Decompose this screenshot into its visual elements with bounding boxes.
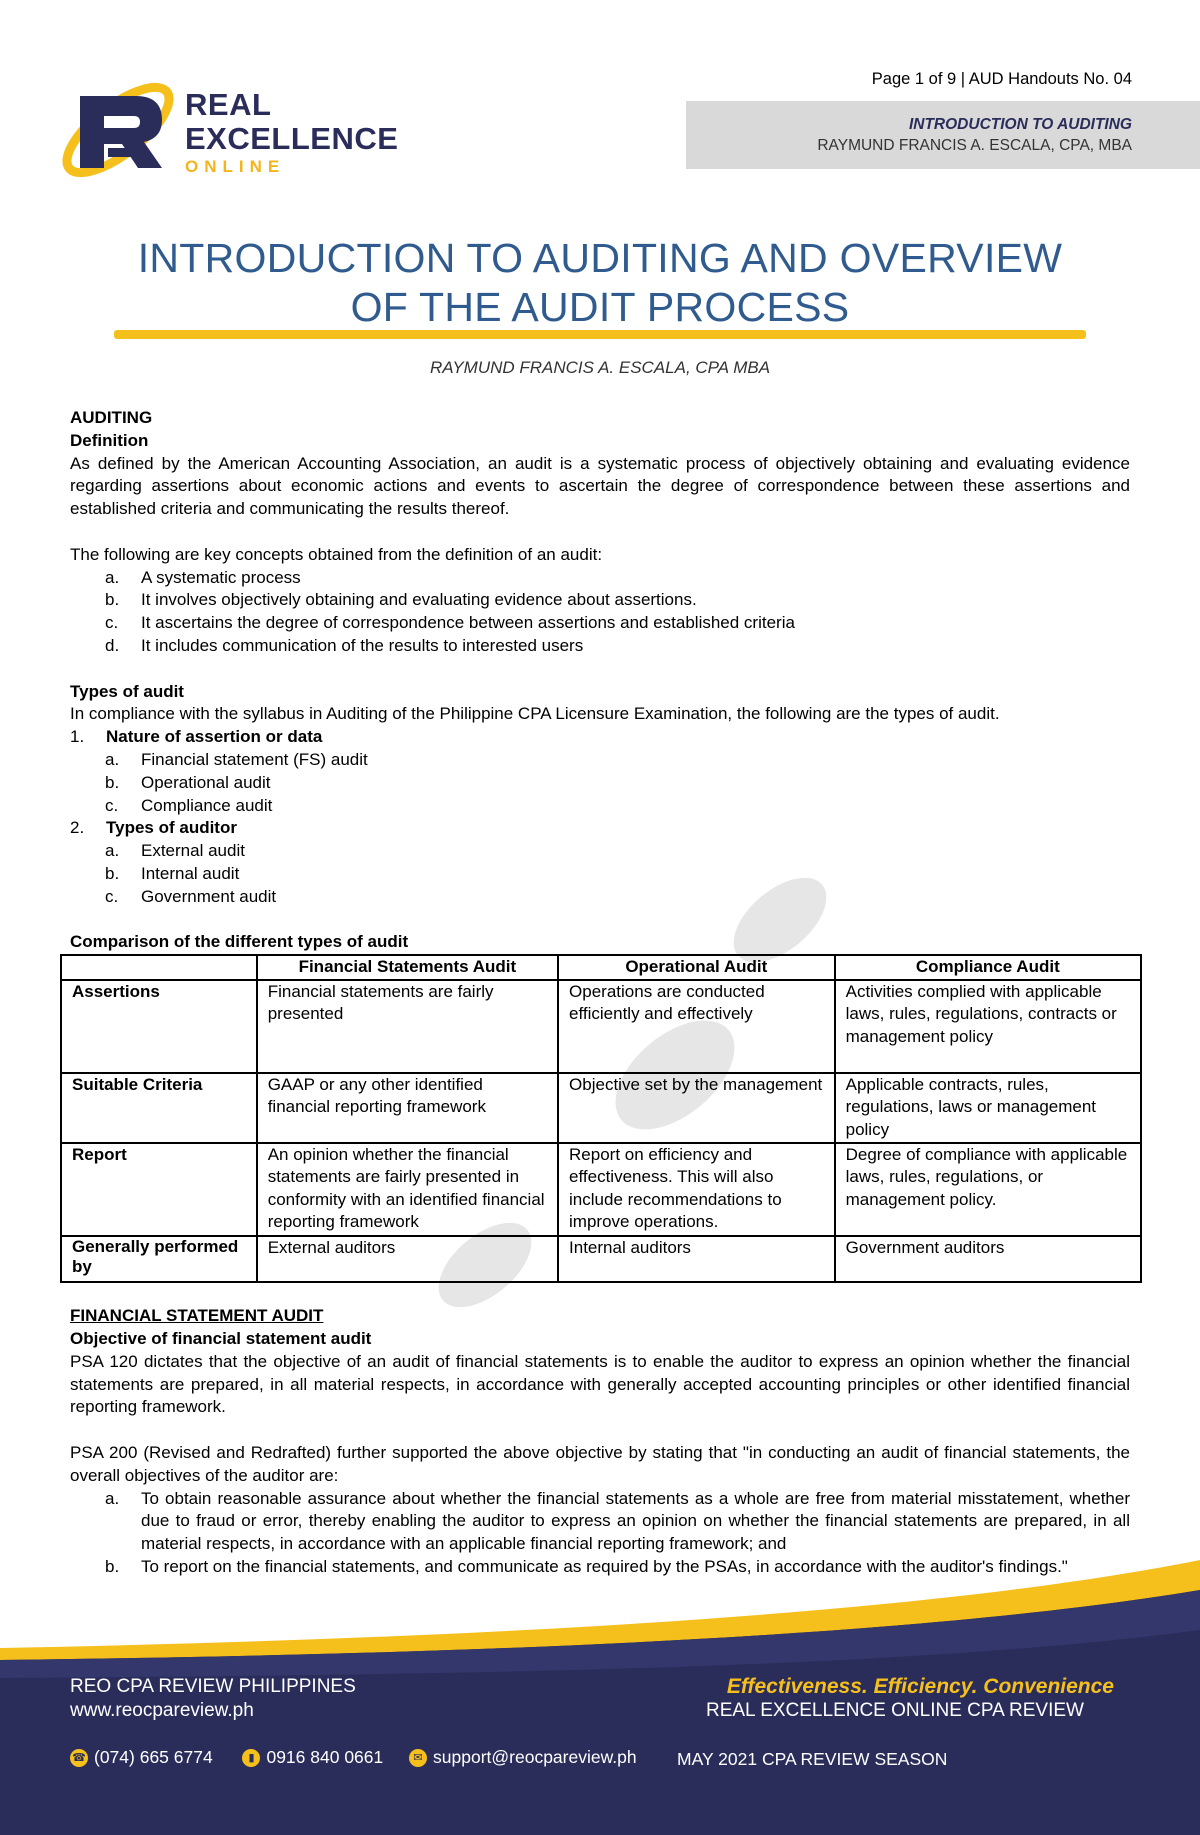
footer-tagline: Effectiveness. Efficiency. Convenience <box>726 1675 1114 1698</box>
types-intro: In compliance with the syllabus in Auditing of the Philippine CPA Licensure Examination, the following are the types of audit. <box>70 704 1000 724</box>
footer-contacts <box>70 1747 637 1768</box>
table-cell: Objective set by the management <box>558 1073 835 1143</box>
footer-phone[interactable]: (074) 665 6774 <box>94 1747 213 1767</box>
page-info: Page 1 of 9 | AUD Handouts No. 04 <box>871 70 1132 88</box>
document-body <box>70 407 1130 1579</box>
table-row <box>61 980 1141 1073</box>
table-cell: Internal auditors <box>558 1236 835 1282</box>
concepts-list <box>70 567 1130 658</box>
list-item: b. Operational audit <box>105 772 271 792</box>
list-item: d. It includes communication of the results to interested users <box>105 635 584 655</box>
concepts-intro: The following are key concepts obtained from the definition of an audit: <box>70 544 603 564</box>
table-cell: Degree of compliance with applicable laws, rules, regulations, or management policy. <box>835 1143 1141 1236</box>
table-cell: An opinion whether the financial statements are fairly presented in conformity with an identified financial reporting framework <box>257 1143 558 1236</box>
list-item: c. It ascertains the degree of correspondence between assertions and established criteria <box>105 613 795 633</box>
author-line: RAYMUND FRANCIS A. ESCALA, CPA MBA <box>429 358 771 377</box>
table-cell: Activities complied with applicable laws, rules, regulations, contracts or management policy <box>835 980 1141 1073</box>
footer-org2: REAL EXCELLENCE ONLINE CPA REVIEW <box>705 1700 1084 1721</box>
fs-objective-heading: Objective of financial statement audit <box>70 1329 372 1349</box>
page-title: INTRODUCTION TO AUDITING AND OVERVIEW OF THE AUDIT PROCESS <box>137 235 1063 330</box>
section-heading-auditing: AUDITING <box>70 408 153 427</box>
table-row <box>61 1073 1141 1143</box>
table-header-row <box>61 955 1141 980</box>
list-item: a. A systematic process <box>105 567 301 587</box>
list-item: c. Compliance audit <box>105 795 273 815</box>
table-cell: Applicable contracts, rules, regulations, laws or management policy <box>835 1073 1141 1143</box>
list-item: a. External audit <box>105 841 245 861</box>
table-row <box>61 1236 1141 1282</box>
reo-emblem-icon <box>58 62 183 192</box>
comparison-table <box>60 954 1142 1282</box>
fs-audit-heading: FINANCIAL STATEMENT AUDIT <box>70 1306 324 1326</box>
list-item: a. Financial statement (FS) audit <box>105 749 368 769</box>
definition-heading: Definition <box>70 430 149 450</box>
comparison-heading: Comparison of the different types of audit <box>70 932 409 952</box>
header-author: RAYMUND FRANCIS A. ESCALA, CPA, MBA <box>817 137 1132 154</box>
header-doc-title: INTRODUCTION TO AUDITING <box>908 116 1132 133</box>
footer-email[interactable]: support@reocpareview.ph <box>433 1747 637 1767</box>
list-item: b. To report on the financial statements, and communicate as required by the PSAs, in accordance with the auditor's findings." <box>105 1557 1068 1577</box>
mobile-icon: ▮ <box>242 1749 260 1767</box>
table-cell: Operations are conducted efficiently and effectively <box>558 980 835 1073</box>
table-cell: Financial statements are fairly presented <box>257 980 558 1073</box>
footer-mobile[interactable]: 0916 840 0661 <box>266 1747 384 1767</box>
table-cell: External auditors <box>257 1236 558 1282</box>
brand-logo <box>58 62 478 192</box>
list-item: b. It involves objectively obtaining and evaluating evidence about assertions. <box>105 590 697 610</box>
row-label: Generally performed by <box>61 1236 257 1282</box>
psa120-text: PSA 120 dictates that the objective of an audit of financial statements is to enable the auditor to express an opinion whether the financial statements are prepared, in all material respects, in accordance with generally accepted accounting principles or other identified financial reporting framework. <box>70 1351 1130 1417</box>
row-label: Suitable Criteria <box>61 1073 257 1143</box>
title-underline <box>114 330 1086 339</box>
types-group-1: 1. Nature of assertion or data <box>70 727 323 747</box>
phone-icon: ☎ <box>70 1749 88 1767</box>
psa200-text: PSA 200 (Revised and Redrafted) further supported the above objective by stating that "in conducting an audit of financial statements, the overall objectives of the auditor are: <box>70 1443 1130 1485</box>
table-cell: Government auditors <box>835 1236 1141 1282</box>
definition-text: As defined by the American Accounting Association, an audit is a systematic process of objectively obtaining and evaluating evidence regarding assertions about economic actions and events to ascertain the degree of correspondence between these assertions and established criteria and communicating the results thereof. <box>70 453 1130 519</box>
table-header-cell: Financial Statements Audit <box>257 955 558 980</box>
list-item: a. To obtain reasonable assurance about whether the financial statements as a whole are free from material misstatement, whether due to fraud or error, thereby enabling the auditor to express an opinion on whether the financial statements are prepared, in all material respects, in accordance with an applicable financial reporting framework; and <box>105 1488 1130 1554</box>
table-header-cell: Compliance Audit <box>835 955 1141 980</box>
footer-org: REO CPA REVIEW PHILIPPINES <box>70 1676 356 1697</box>
brand-name: REAL EXCELLENCE <box>185 87 399 156</box>
row-label: Assertions <box>61 980 257 1073</box>
header-band <box>686 101 1200 169</box>
email-icon: ✉ <box>409 1749 427 1767</box>
table-cell: Report on efficiency and effectiveness. This will also include recommendations to improve operations. <box>558 1143 835 1236</box>
table-header-cell <box>61 955 257 980</box>
table-header-cell: Operational Audit <box>558 955 835 980</box>
row-label: Report <box>61 1143 257 1236</box>
footer-season: MAY 2021 CPA REVIEW SEASON <box>677 1749 948 1769</box>
types-group-2: 2. Types of auditor <box>70 818 237 838</box>
list-item: b. Internal audit <box>105 863 240 883</box>
table-row <box>61 1143 1141 1236</box>
types-heading: Types of audit <box>70 681 184 701</box>
list-item: c. Government audit <box>105 886 277 906</box>
brand-subname: ONLINE <box>185 157 286 176</box>
table-cell: GAAP or any other identified financial reporting framework <box>257 1073 558 1143</box>
footer-website[interactable]: www.reocpareview.ph <box>70 1700 254 1721</box>
